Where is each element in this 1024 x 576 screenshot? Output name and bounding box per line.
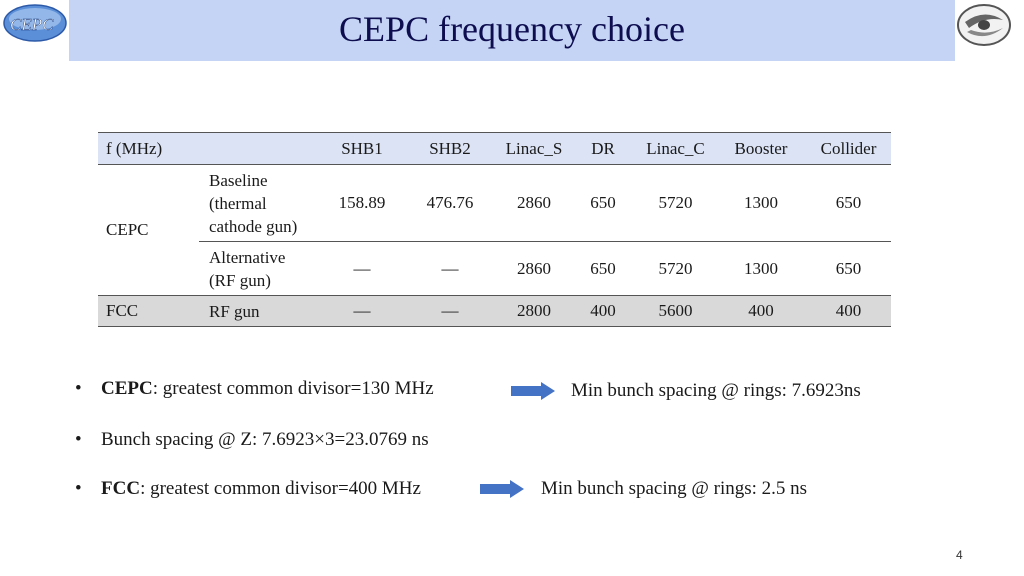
bullet-text: : greatest common divisor=400 MHz bbox=[140, 478, 421, 499]
header-cell: Collider bbox=[806, 133, 891, 165]
header-cell: DR bbox=[571, 133, 635, 165]
header-cell: f (MHz) bbox=[98, 133, 199, 165]
bunch-spacing-note-cepc: Min bunch spacing @ rings: 7.6923ns bbox=[571, 380, 861, 401]
config-label bbox=[199, 242, 321, 296]
bullet-dot: • bbox=[75, 429, 82, 450]
table-cell: 400 bbox=[806, 296, 891, 327]
table-row bbox=[98, 165, 891, 242]
config-line: (RF gun) bbox=[209, 270, 271, 290]
group-label-fcc: FCC bbox=[98, 296, 199, 327]
table-cell: 1300 bbox=[744, 258, 778, 278]
config-label: RF gun bbox=[199, 296, 321, 327]
bullet-bold: FCC bbox=[101, 478, 141, 499]
bullet-cepc bbox=[75, 378, 434, 400]
header-cell bbox=[199, 133, 321, 165]
header-cell: SHB2 bbox=[403, 133, 497, 165]
config-label bbox=[199, 165, 321, 242]
cepc-logo bbox=[2, 2, 68, 44]
table-cell: — bbox=[353, 258, 371, 278]
header-cell: Linac_S bbox=[497, 133, 571, 165]
bullet-text: Bunch spacing @ Z: 7.6923×3=23.0769 ns bbox=[101, 429, 429, 450]
table-cell: 1300 bbox=[716, 165, 806, 242]
config-line: (thermal bbox=[209, 193, 267, 213]
svg-text:CEPC: CEPC bbox=[10, 15, 54, 34]
table-cell: 400 bbox=[571, 296, 635, 327]
arrow-right-icon bbox=[480, 480, 524, 498]
bullet-fcc bbox=[75, 478, 421, 500]
table-cell: 2860 bbox=[497, 165, 571, 242]
bullet-text: : greatest common divisor=130 MHz bbox=[152, 378, 434, 399]
page-number: 4 bbox=[956, 548, 963, 562]
table-cell: 650 bbox=[571, 165, 635, 242]
table-cell: — bbox=[403, 296, 497, 327]
table-header-row bbox=[98, 133, 891, 165]
table-cell: 2860 bbox=[517, 258, 551, 278]
title-bar bbox=[69, 0, 955, 61]
table-cell: 400 bbox=[716, 296, 806, 327]
arrow-right-icon bbox=[511, 382, 555, 400]
table-row bbox=[98, 242, 891, 296]
header-cell: Booster bbox=[716, 133, 806, 165]
table-cell: 5720 bbox=[658, 258, 693, 278]
header-cell: SHB1 bbox=[321, 133, 403, 165]
table-row bbox=[98, 296, 891, 327]
bullet-dot: • bbox=[75, 378, 82, 399]
config-line: Alternative bbox=[209, 247, 286, 267]
frequency-table bbox=[98, 132, 891, 327]
table-cell: 158.89 bbox=[321, 165, 403, 242]
bunch-spacing-note-fcc: Min bunch spacing @ rings: 2.5 ns bbox=[541, 478, 808, 499]
table-cell: — bbox=[321, 296, 403, 327]
config-line: Baseline bbox=[209, 170, 268, 190]
table-cell: 5600 bbox=[635, 296, 716, 327]
bullet-bunch-spacing-z bbox=[75, 429, 429, 451]
table-cell: — bbox=[441, 258, 459, 278]
config-line: cathode gun) bbox=[209, 216, 298, 236]
bullet-dot: • bbox=[75, 478, 82, 499]
institute-logo bbox=[955, 2, 1013, 48]
table-cell: 476.76 bbox=[403, 165, 497, 242]
table-cell: 650 bbox=[806, 165, 891, 242]
table-cell: 2800 bbox=[497, 296, 571, 327]
slide-title: CEPC frequency choice bbox=[339, 9, 685, 49]
group-label-cepc: CEPC bbox=[106, 220, 149, 239]
table-cell: 650 bbox=[835, 258, 862, 278]
table-cell: 650 bbox=[590, 258, 616, 278]
table-cell: 5720 bbox=[635, 165, 716, 242]
bullet-bold: CEPC bbox=[101, 378, 153, 399]
header-cell: Linac_C bbox=[635, 133, 716, 165]
